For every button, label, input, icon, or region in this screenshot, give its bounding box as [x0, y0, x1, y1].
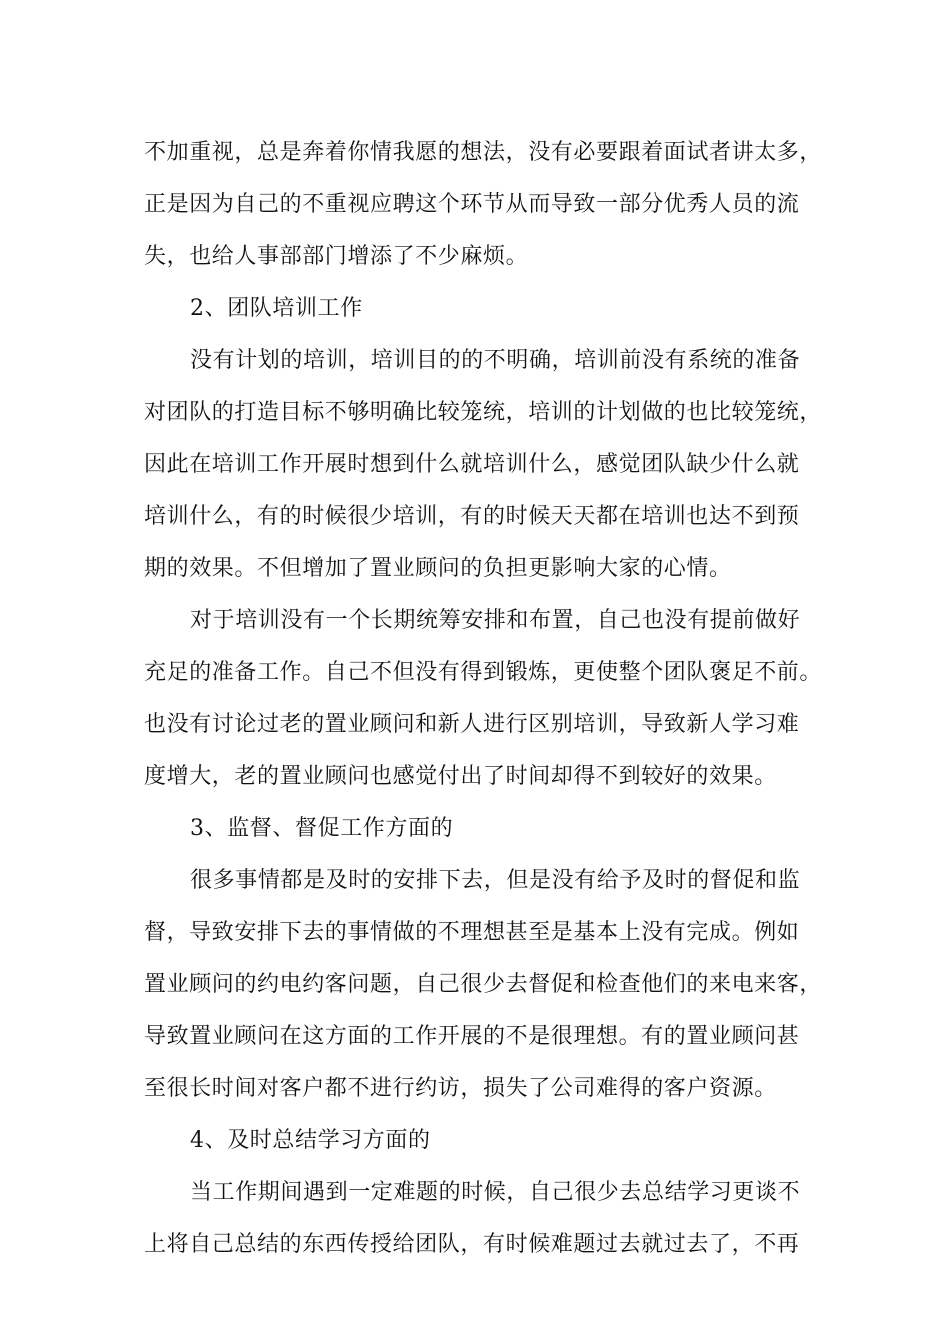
text-line: 失，也给人事部部门增添了不少麻烦。	[144, 244, 529, 269]
text-line: 正是因为自己的不重视应聘这个环节从而导致一部分优秀人员的流	[144, 192, 800, 217]
text-line: 不加重视，总是奔着你情我愿的想法，没有必要跟着面试者讲太多，	[144, 140, 823, 165]
text-line: 期的效果。不但增加了置业顾问的负担更影响大家的心情。	[144, 556, 732, 581]
text-line: 上将自己总结的东西传授给团队，有时候难题过去就过去了，不再	[144, 1232, 800, 1257]
text-line: 当工作期间遇到一定难题的时候，自己很少去总结学习更谈不	[190, 1180, 801, 1205]
text-line: 也没有讨论过老的置业顾问和新人进行区别培训，导致新人学习难	[144, 712, 800, 737]
section-heading: 3、监督、督促工作方面的	[190, 816, 454, 841]
text-line: 置业顾问的约电约客问题，自己很少去督促和检查他们的来电来客，	[144, 972, 823, 997]
text-line: 对于培训没有一个长期统筹安排和布置，自己也没有提前做好	[190, 608, 801, 633]
text-line: 至很长时间对客户都不进行约访，损失了公司难得的客户资源。	[144, 1076, 777, 1101]
text-line: 因此在培训工作开展时想到什么就培训什么，感觉团队缺少什么就	[144, 452, 800, 477]
text-line: 督，导致安排下去的事情做的不理想甚至是基本上没有完成。例如	[144, 920, 800, 945]
text-line: 度增大，老的置业顾问也感觉付出了时间却得不到较好的效果。	[144, 764, 777, 789]
text-line: 充足的准备工作。自己不但没有得到锻炼，更使整个团队褒足不前。	[144, 660, 823, 685]
text-line: 导致置业顾问在这方面的工作开展的不是很理想。有的置业顾问甚	[144, 1024, 800, 1049]
text-line: 很多事情都是及时的安排下去，但是没有给予及时的督促和监	[190, 868, 801, 893]
text-line: 对团队的打造目标不够明确比较笼统，培训的计划做的也比较笼统，	[144, 400, 823, 425]
document-body	[144, 127, 823, 1271]
section-heading: 2、团队培训工作	[190, 296, 363, 321]
section-heading: 4、及时总结学习方面的	[190, 1128, 431, 1153]
text-line: 培训什么，有的时候很少培训，有的时候天天都在培训也达不到预	[144, 504, 800, 529]
text-line: 没有计划的培训，培训目的的不明确，培训前没有系统的准备	[190, 348, 801, 373]
